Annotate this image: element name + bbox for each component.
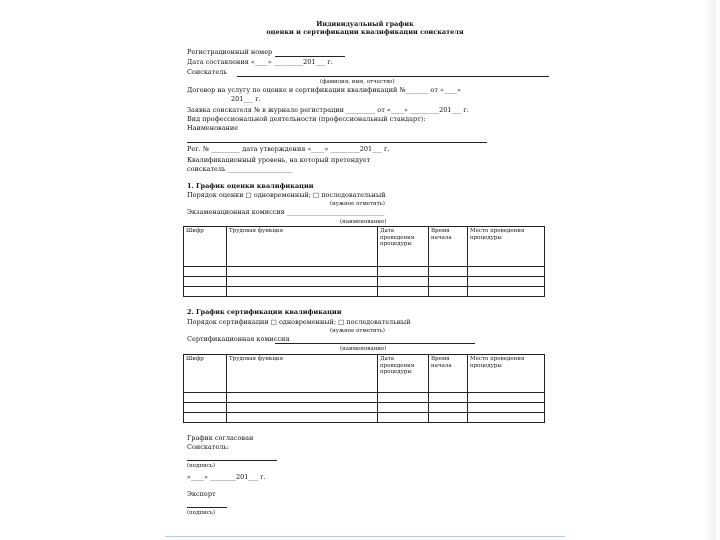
fio-hint: (фамилия, имя, отчество): [320, 79, 395, 85]
qual-level-line1: Квалификационный уровень, на который претендует: [187, 156, 371, 164]
signature-line-1: [187, 460, 277, 461]
applicant-label: Соискатель: [187, 68, 227, 76]
section2-commission-line: [275, 343, 475, 344]
col-place: Место проведения процедуры: [468, 355, 545, 393]
section2-order: Порядок сертификации □ одновременный; □ последовательный: [187, 318, 411, 326]
table-row: [184, 277, 545, 287]
date-compiled: Дата составления «____» _________201___ г.: [187, 58, 333, 66]
signature-line-2: [187, 507, 227, 508]
section1-commission: Экзаменационная комиссия ______________________________: [187, 208, 385, 216]
section1-name-hint: (наименование): [340, 219, 387, 225]
doc-title-line1: Индивидуальный график: [316, 20, 414, 28]
table-row: [184, 393, 545, 403]
table-row: [184, 413, 545, 423]
activity-kind: Вид профессиональной деятельности (профессиональный стандарт):: [187, 115, 426, 123]
section1-need-hint: (нужное отметить): [330, 201, 385, 207]
section1-order: Порядок оценки □ одновременный; □ последовательный: [187, 191, 386, 199]
qual-level-line2: соискатель ____________________: [187, 165, 293, 173]
document-page: [165, 14, 565, 538]
col-function: Трудовая функция: [227, 227, 378, 267]
date-sign: «____» ________201___ г.: [187, 473, 266, 481]
table-row: [184, 287, 545, 297]
section2-commission: Сертификационная комиссия: [187, 335, 290, 343]
contract-year: 201___ г.: [231, 95, 261, 103]
col-date: Дата проведения процедуры: [378, 227, 429, 267]
expert-label: Эксперт: [187, 490, 216, 498]
contract-line: Договор на услугу по оценке и сертификации квалификаций №_______ от «____»: [187, 86, 461, 94]
table-row: [184, 403, 545, 413]
section2-need-hint: (нужное отметить): [330, 328, 385, 334]
section2-title: 2. График сертификации квалификации: [187, 308, 342, 316]
name-line: [187, 142, 487, 143]
table-row: [184, 267, 545, 277]
section1-table: [183, 226, 545, 297]
reg-no-line: Рег. № _________ дата утверждения «____» _________201___ г.: [187, 145, 390, 153]
section2-table: [183, 354, 545, 423]
signature-hint-1: (подпись): [187, 463, 216, 469]
section2-name-hint: (наименование): [340, 346, 387, 352]
col-code: Шифр: [184, 355, 227, 393]
col-date: Дата проведения процедуры: [378, 355, 429, 393]
name-label: Наименование: [187, 124, 239, 132]
agreed-label: График согласован: [187, 434, 254, 442]
col-time: Время начала: [429, 355, 468, 393]
applicant-line: [237, 76, 549, 77]
col-code: Шифр: [184, 227, 227, 267]
page-bottom-edge: [165, 536, 565, 537]
col-place: Место проведения процедуры: [468, 227, 545, 267]
reg-number-label: Регистрационный номер: [187, 48, 273, 56]
scrollbar-track[interactable]: [702, 0, 716, 540]
doc-title-line2: оценки и сертификации квалификации соискателя: [266, 28, 464, 36]
agreed-applicant: Соискатель:: [187, 443, 230, 451]
reg-number-line: [275, 56, 345, 57]
col-function: Трудовая функция: [227, 355, 378, 393]
col-time: Время начала: [429, 227, 468, 267]
request-line: Заявка соискателя № в журнале регистрации _________ от «____» _________201___ г.: [187, 106, 469, 114]
section1-title: 1. График оценки квалификации: [187, 182, 314, 190]
signature-hint-2: (подпись): [187, 510, 216, 516]
table-header-row: [184, 355, 545, 393]
table-header-row: [184, 227, 545, 267]
